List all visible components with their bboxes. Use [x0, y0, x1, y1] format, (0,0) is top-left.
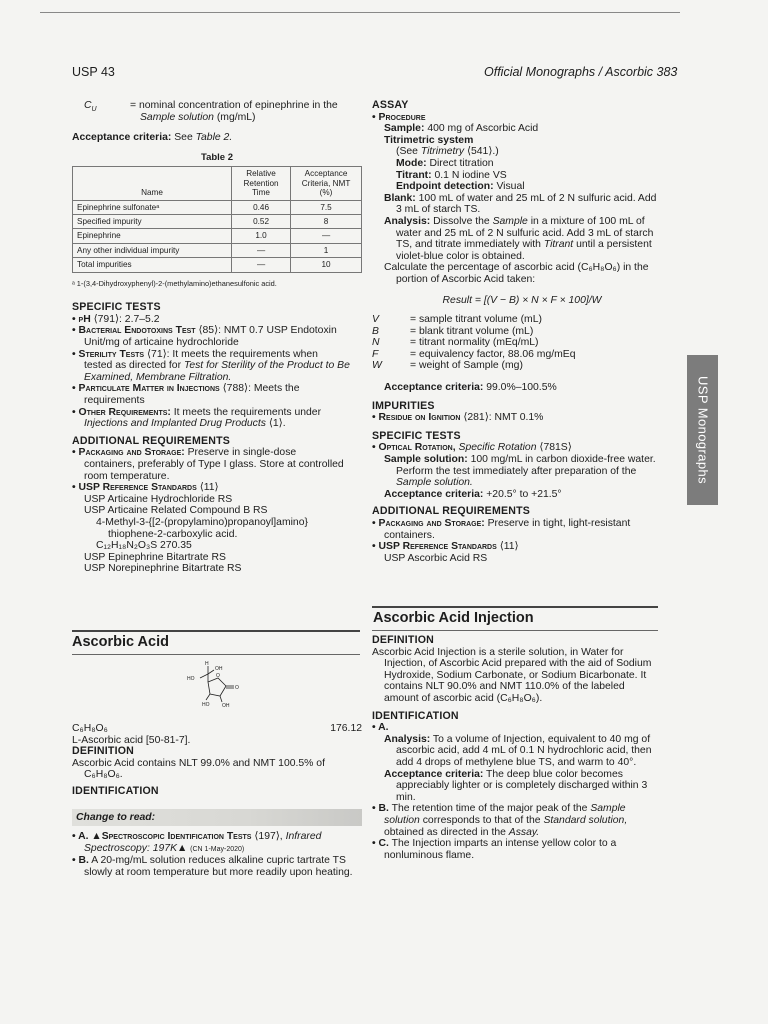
reference-subtext: thiophene-2-carboxylic acid.	[108, 528, 238, 540]
other-req-cont	[72, 418, 362, 430]
table-cell-rrt: —	[232, 258, 291, 272]
analysis-text-4: violet-blue color is obtained.	[396, 250, 525, 262]
definition-heading: DEFINITION	[72, 745, 135, 758]
table-cell-criteria: —	[291, 229, 362, 243]
endpoint-line	[372, 181, 672, 193]
injection-acceptance-text-2: appreciably lighter or is completely discharged within 3	[396, 780, 648, 792]
reference-formula: C₁₂H₁₈N₂O₃S 270.35	[96, 540, 192, 552]
packaging-item-right	[372, 518, 672, 530]
table-cell-criteria: 7.5	[291, 200, 362, 214]
sterility-ref: Test for Sterility of the Product to Be	[183, 360, 350, 372]
monograph-rule	[72, 630, 360, 632]
particulate-item	[72, 383, 362, 395]
injection-definition-line: Hydroxide, Sodium Carbonate, or Sodium Bicarbonate. It	[384, 669, 647, 681]
injection-id-b-text: The retention time of the major peak of the	[391, 803, 588, 815]
glossary-symbol: N	[372, 337, 380, 349]
reference-standards-chapter: ⟨11⟩	[199, 482, 219, 494]
table-cell-name: Any other individual impurity	[73, 243, 232, 257]
optical-rotation-chapter: ⟨781S⟩	[539, 442, 572, 454]
analysis-text-3: TS, and titrate immediately with	[396, 239, 541, 251]
packaging-text-right-cont: containers.	[384, 529, 435, 541]
injection-id-b-cont	[372, 815, 672, 827]
result-equation: Result = [(V − B) × N × F × 100]/W	[442, 294, 602, 306]
injection-analysis-text: To a volume of Injection, equivalent to 40 mg of	[432, 733, 651, 745]
table-header-rrt: Relative Retention Time	[232, 167, 291, 200]
c0-definition	[72, 100, 362, 123]
acceptance-line	[72, 132, 362, 144]
glossary-row	[372, 314, 672, 326]
analysis-line-3	[372, 239, 672, 251]
sterility-ref-cont: Examined, Membrane Filtration.	[84, 371, 232, 383]
bet-label: • Bacterial Endotoxins Test	[72, 325, 196, 337]
equation-glossary	[372, 314, 672, 372]
table-cell-rrt: 0.46	[232, 200, 291, 214]
mode-label: Mode:	[396, 157, 427, 169]
other-req-item	[72, 407, 362, 419]
glossary-symbol: F	[372, 348, 379, 360]
impurities-heading: IMPURITIES	[372, 399, 435, 412]
acceptance-text: See	[174, 132, 193, 144]
optical-rotation-label: • Optical Rotation,	[372, 442, 456, 454]
molecular-weight: 176.12	[330, 723, 362, 734]
definition-text-cont: C₆H₈O₆.	[84, 769, 123, 781]
titrimetric-see: (See	[396, 146, 418, 158]
table-row	[73, 229, 362, 243]
bet-text-cont: Unit/mg of articaine hydrochloride	[84, 337, 239, 348]
ph-label: • pH	[72, 313, 91, 325]
titrant-label: Titrant:	[396, 169, 432, 181]
other-req-label: • Other Requirements:	[72, 406, 171, 418]
molecular-formula: C₆H₈O₆	[72, 723, 108, 734]
sample-solution-label: Sample solution:	[384, 454, 468, 466]
injection-id-b-standard: Standard solution,	[543, 814, 628, 826]
sample-text: 400 mg of Ascorbic Acid	[427, 123, 539, 135]
bet-text: ⟨85⟩: NMT 0.7 USP Endotoxin	[198, 325, 337, 337]
c0-def-italic: Sample solution	[140, 111, 214, 123]
packaging-text-right: Preserve in tight, light-resistant	[487, 518, 631, 529]
injection-definition-text	[372, 647, 672, 705]
assay-acceptance-label: Acceptance criteria:	[384, 382, 484, 394]
injection-id-c-text: The Injection imparts an intense yellow color to a	[391, 838, 617, 850]
sample-line	[372, 123, 672, 135]
reference-standards-label: • USP Reference Standards	[72, 482, 197, 494]
id-b-text-cont: slowly at room temperature but more readily upon heating.	[84, 866, 353, 878]
glossary-row	[372, 349, 672, 361]
definition-text: Ascorbic Acid contains NLT 99.0% and NMT 100.5% of	[72, 757, 325, 769]
glossary-row	[372, 360, 672, 372]
acceptance-label: Acceptance criteria:	[72, 132, 172, 144]
id-b-text: A 20-mg/mL solution reduces alkaline cupric tartrate TS	[91, 855, 346, 867]
injection-id-b-sample: Sample	[590, 803, 626, 815]
packaging-text-3: room temperature.	[84, 470, 170, 482]
id-a-label: • A.	[72, 831, 89, 843]
injection-definition-line: Ascorbic Acid Injection is a sterile solution, in Water for	[372, 646, 624, 658]
structure-ho: HO	[187, 676, 195, 682]
monograph-rule-under	[72, 654, 360, 655]
injection-id-c-label: • C.	[372, 838, 389, 850]
table-cell-criteria: 1	[291, 243, 362, 257]
other-req-text: It meets the requirements under	[173, 406, 322, 418]
running-header-right	[484, 65, 677, 79]
injection-definition-heading: DEFINITION	[372, 634, 435, 646]
c0-symbol: C	[84, 100, 92, 111]
endpoint-text: Visual	[496, 181, 525, 193]
ph-text: ⟨791⟩: 2.7–5.2	[93, 313, 160, 325]
reference-standards-item	[72, 482, 362, 494]
titrant-line	[372, 170, 672, 182]
injection-id-b-label: • B.	[372, 803, 389, 815]
section-side-tab	[687, 355, 718, 505]
assay-acceptance	[372, 382, 672, 394]
injection-id-a-analysis	[372, 734, 672, 746]
injection-identification-heading: IDENTIFICATION	[372, 709, 459, 722]
packaging-text-2: containers, preferably of Type I glass. Store at controlled	[84, 458, 344, 470]
reference-item: USP Norepinephrine Bitartrate RS	[84, 563, 242, 575]
packaging-label-right: • Packaging and Storage:	[372, 518, 485, 529]
other-req-chapter: ⟨1⟩.	[268, 418, 286, 430]
reference-item: USP Articaine Related Compound B RS	[84, 505, 268, 517]
reference-standards-right	[372, 541, 672, 553]
injection-acceptance-text: The deep blue color becomes	[486, 768, 623, 780]
optical-acceptance-label: Acceptance criteria:	[384, 488, 484, 500]
analysis-text-3c: until a persistent	[576, 239, 652, 251]
change-to-read-banner	[72, 809, 362, 827]
glossary-definition: = blank titrant volume (mL)	[410, 325, 534, 337]
endpoint-label: Endpoint detection:	[396, 181, 494, 193]
injection-monograph-title: Ascorbic Acid Injection	[373, 610, 534, 626]
table-cell-name: Total impurities	[73, 258, 232, 272]
right-column	[372, 100, 672, 564]
injection-id-b	[372, 803, 672, 815]
injection-definition-line: amount of ascorbic acid (C₆H₈O₆).	[384, 692, 543, 704]
c0-def-unit: (mg/mL)	[216, 111, 256, 123]
table-cell-name: Epinephrine sulfonateᵃ	[73, 200, 232, 214]
impurity-table	[72, 166, 362, 272]
running-header-left: USP 43	[72, 65, 115, 79]
table-title: Table 2	[200, 151, 234, 163]
optical-acceptance	[372, 489, 672, 501]
cas-line: L-Ascorbic acid [50-81-7].	[72, 734, 191, 746]
assay-acceptance-text: 99.0%–100.5%	[486, 382, 557, 394]
sample-solution-line	[372, 454, 672, 466]
glossary-definition: = equivalency factor, 88.06 mg/mEq	[410, 348, 576, 360]
procedure-label: • Procedure	[372, 111, 426, 123]
calc-text: Calculate the percentage of ascorbic acid (C₆H₈O₆) in the	[384, 262, 649, 274]
reference-item-right: USP Ascorbic Acid RS	[384, 552, 488, 564]
table-footnote: ᵃ 1-(3,4-Dihydroxyphenyl)-2-(methylamino)ethanesulfonic acid.	[72, 278, 277, 288]
injection-definition-line: contains NLT 90.0% and NMT 110.0% of the labeled	[384, 681, 625, 693]
id-a-method: Infrared	[285, 831, 322, 843]
blank-line	[372, 193, 672, 205]
table-row	[73, 215, 362, 229]
table-cell-name: Specified impurity	[73, 215, 232, 229]
residue-label: • Residue on Ignition	[372, 412, 461, 424]
blank-text-cont: 3 mL of starch TS.	[396, 204, 481, 216]
id-b-label: • B.	[72, 855, 89, 867]
structure-oh: OH	[215, 666, 223, 672]
glossary-definition: = sample titrant volume (mL)	[410, 314, 542, 326]
injection-monograph-rule-under	[372, 630, 658, 631]
titrimetric-chapter: ⟨541⟩.)	[466, 146, 499, 158]
reference-subtext: 4-Methyl-3-{[2-(propylamino)propanoyl]amino}	[96, 516, 308, 528]
blank-label: Blank:	[384, 192, 416, 204]
mode-text: Direct titration	[429, 157, 494, 169]
side-tab-label: USP Monographs	[695, 376, 710, 484]
injection-analysis-text-3: add 4 drops of methylene blue TS, and warm to 40°.	[396, 756, 637, 768]
structure-o: O	[216, 673, 220, 679]
additional-req-heading: ADDITIONAL REQUIREMENTS	[72, 434, 231, 447]
reference-standards-chapter-right: ⟨11⟩	[499, 541, 519, 553]
analysis-sample-ref: Sample	[492, 215, 528, 227]
identification-a	[72, 831, 362, 843]
injection-id-a-acceptance	[372, 769, 672, 781]
injection-id-b-solution: solution	[384, 814, 420, 826]
table-row	[73, 200, 362, 214]
injection-id-b-text-3: obtained as directed in the	[384, 826, 506, 838]
analysis-text-b: in a mixture of 100 mL of	[530, 215, 645, 227]
titrimetric-chapter-name: Titrimetry	[420, 146, 465, 158]
table-row	[73, 243, 362, 257]
glossary-row	[372, 326, 672, 338]
header-right-text: Official Monographs / Ascorbic 383	[484, 65, 678, 79]
id-a-chapter: ⟨197⟩,	[254, 831, 283, 843]
injection-monograph-rule	[372, 606, 658, 608]
injection-acceptance-text-3: min.	[396, 791, 416, 803]
left-column	[72, 100, 362, 575]
sample-solution-text-2: Perform the test immediately after preparation of the	[396, 465, 637, 477]
structure-ho: HO	[202, 702, 210, 708]
structure-h: H	[205, 661, 209, 667]
glossary-definition: = weight of Sample (mg)	[410, 360, 523, 372]
structure-o: O	[235, 685, 239, 691]
sterility-item	[72, 349, 362, 361]
sterility-cont	[72, 360, 362, 372]
injection-id-b-assay: Assay.	[508, 826, 540, 838]
injection-id-c-text-cont: nonluminous flame.	[384, 849, 475, 861]
packaging-label: • Packaging and Storage:	[72, 447, 185, 459]
injection-acceptance-label: Acceptance criteria:	[384, 768, 484, 780]
reference-item: USP Epinephrine Bitartrate RS	[84, 551, 226, 563]
blank-text: 100 mL of water and 25 mL of 2 N sulfuric acid. Add	[418, 192, 657, 204]
calc-text-cont: portion of Ascorbic Acid taken:	[396, 273, 536, 285]
glossary-definition: = titrant normality (mEq/mL)	[410, 337, 539, 349]
analysis-text: Dissolve the	[433, 215, 490, 227]
injection-id-b-cont-2	[372, 827, 672, 839]
ascorbic-acid-body	[72, 723, 362, 879]
residue-text: ⟨281⟩: NMT 0.1%	[463, 412, 544, 424]
injection-id-b-text-2: corresponds to that of the	[422, 814, 541, 826]
glossary-symbol: B	[372, 325, 379, 337]
ph-item	[72, 314, 362, 326]
table-row	[73, 258, 362, 272]
table-cell-criteria: 8	[291, 215, 362, 229]
optical-rotation-item	[372, 442, 672, 454]
reference-standards-label-right: • USP Reference Standards	[372, 541, 497, 553]
residue-item	[372, 412, 672, 424]
table-cell-name: Epinephrine	[73, 229, 232, 243]
mode-line	[372, 158, 672, 170]
particulate-text-cont: requirements	[84, 394, 145, 406]
top-rule	[40, 12, 680, 13]
sterility-text-2: tested as directed for	[84, 360, 182, 372]
ascorbic-acid-structure	[178, 658, 258, 708]
titrimetric-ref	[372, 146, 672, 158]
glossary-symbol: W	[372, 360, 382, 372]
table-cell-rrt: 0.52	[232, 215, 291, 229]
glossary-symbol: V	[372, 314, 379, 326]
titrimetric-system-label: Titrimetric system	[384, 134, 474, 146]
sterility-text: ⟨71⟩: It meets the requirements when	[146, 348, 318, 360]
c0-def-text: = nominal concentration of epinephrine in the	[130, 100, 338, 111]
sample-solution-text-3: Sample solution.	[396, 477, 473, 489]
table-header-criteria: Acceptance Criteria, NMT (%)	[291, 167, 362, 200]
structure-oh: OH	[222, 703, 230, 708]
injection-id-a-label: • A.	[372, 722, 389, 734]
reference-item: USP Articaine Hydrochloride RS	[84, 493, 233, 505]
analysis-titrant-ref: Titrant	[543, 239, 574, 251]
packaging-text: Preserve in single-dose	[187, 447, 297, 459]
identification-b	[72, 855, 362, 867]
injection-body	[372, 635, 672, 861]
acceptance-ref: Table 2.	[195, 132, 233, 144]
glossary-row	[372, 337, 672, 349]
specific-tests-heading: SPECIFIC TESTS	[72, 301, 161, 314]
formula-line	[72, 723, 362, 735]
optical-acceptance-text: +20.5° to +21.5°	[486, 488, 562, 500]
analysis-line	[372, 216, 672, 228]
additional-req-heading-right: ADDITIONAL REQUIREMENTS	[372, 505, 531, 518]
table-header-name: Name	[73, 167, 232, 200]
table-cell-criteria: 10	[291, 258, 362, 272]
bet-item	[72, 325, 362, 337]
c0-subscript: U	[91, 106, 97, 114]
analysis-text-2: water and 25 mL of 2 N sulfuric acid. Add 3 mL of starch	[396, 227, 654, 239]
packaging-item	[72, 447, 362, 459]
table-cell-rrt: 1.0	[232, 229, 291, 243]
injection-analysis-text-2: ascorbic acid, add 4 mL of 0.1 N hydrochloric acid, then	[396, 745, 652, 757]
optical-rotation-method: Specific Rotation	[458, 442, 537, 454]
specific-tests-heading-right: SPECIFIC TESTS	[372, 429, 461, 442]
id-a-revision: (CN 1-May-2020)	[190, 845, 245, 853]
id-a-method-cont: Spectroscopy: 197K▲	[84, 842, 188, 854]
change-to-read-label: Change to read:	[76, 811, 156, 823]
injection-id-c	[372, 838, 672, 850]
identification-a-cont	[72, 843, 362, 856]
table-cell-rrt: —	[232, 243, 291, 257]
assay-heading: ASSAY	[372, 99, 409, 111]
identification-heading: IDENTIFICATION	[72, 784, 159, 797]
sample-solution-text: 100 mg/mL in carbon dioxide-free water.	[470, 454, 656, 466]
injection-analysis-label: Analysis:	[384, 733, 431, 745]
sterility-label: • Sterility Tests	[72, 348, 145, 360]
monograph-title: Ascorbic Acid	[72, 634, 169, 650]
particulate-text: ⟨788⟩: Meets the	[222, 383, 300, 395]
injection-definition-line: Injection, of Ascorbic Acid prepared with the aid of Sodium	[384, 658, 652, 670]
titrant-text: 0.1 N iodine VS	[434, 169, 507, 181]
sample-label: Sample:	[384, 123, 425, 135]
other-req-ref: Injections and Implanted Drug Products	[84, 418, 266, 430]
id-a-test: ▲Spectroscopic Identification Tests	[91, 831, 252, 843]
analysis-label: Analysis:	[384, 215, 431, 227]
particulate-label: • Particulate Matter in Injections	[72, 383, 220, 395]
